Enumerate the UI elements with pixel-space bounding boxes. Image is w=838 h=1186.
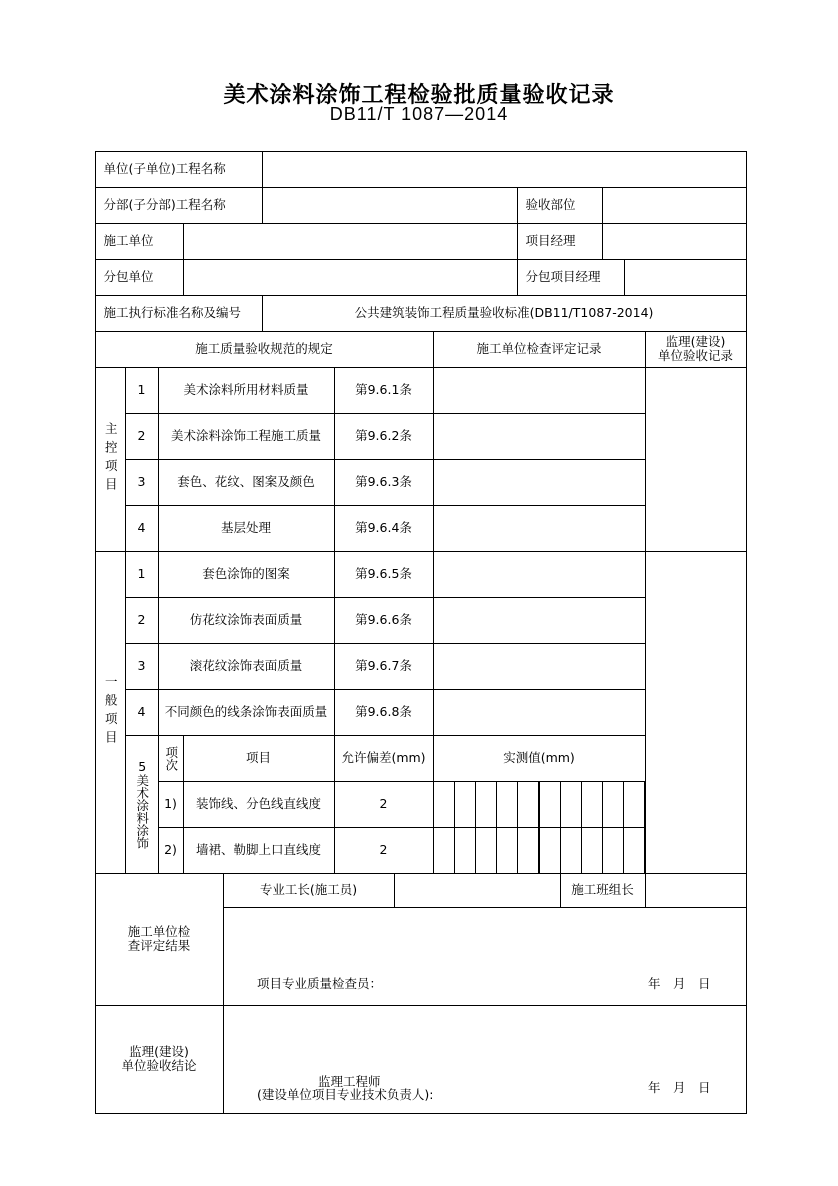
standard-value-text: 公共建筑装饰工程质量验收标准(DB11/T1087-2014) bbox=[354, 304, 654, 320]
sub-row-item bbox=[183, 781, 335, 828]
spec-column-header-text: 施工质量验收规范的规定 bbox=[195, 340, 333, 356]
general-item-no-text: 1 bbox=[137, 565, 146, 581]
general-item-name bbox=[158, 551, 335, 598]
sub-row-seq bbox=[158, 781, 184, 828]
main-item-no-text: 3 bbox=[137, 473, 146, 489]
inspection-location-field[interactable] bbox=[602, 187, 747, 224]
general-item-clause bbox=[334, 597, 434, 644]
main-item-no-text: 1 bbox=[137, 381, 146, 397]
measured-value-cell[interactable] bbox=[539, 827, 561, 874]
contractor-record-header bbox=[433, 331, 646, 368]
main-control-label-text: 主控项目 bbox=[103, 422, 119, 496]
standard-value bbox=[262, 295, 747, 332]
general-item-clause-text: 第9.6.8条 bbox=[355, 703, 412, 719]
foreman-label bbox=[223, 873, 395, 908]
project-manager-label-text: 项目经理 bbox=[525, 232, 576, 248]
general-item-clause bbox=[334, 643, 434, 690]
measured-value-cell[interactable] bbox=[581, 827, 603, 874]
sub-row-seq-text: 1) bbox=[164, 795, 177, 811]
main-item-clause-text: 第9.6.2条 bbox=[355, 427, 412, 443]
contractor-label-text: 施工单位 bbox=[103, 232, 154, 248]
general-item-no-text: 2 bbox=[137, 611, 146, 627]
main-item-clause bbox=[334, 459, 434, 506]
measured-value-cell[interactable] bbox=[517, 827, 539, 874]
measured-value-cell[interactable] bbox=[454, 781, 476, 828]
supervision-record-header-text: 监理(建设) 单位验收记录 bbox=[657, 333, 733, 363]
measured-header-text: 实测值(mm) bbox=[503, 749, 575, 765]
supervision-conclusion-label-text: 监理(建设) 单位验收结论 bbox=[121, 1043, 197, 1073]
contractor-record-header-text: 施工单位检查评定记录 bbox=[476, 340, 602, 356]
general-item-record[interactable] bbox=[433, 689, 646, 736]
supervision-conclusion-label bbox=[95, 1005, 224, 1114]
measured-value-cell[interactable] bbox=[496, 781, 518, 828]
general-item-clause-text: 第9.6.7条 bbox=[355, 657, 412, 673]
project-manager-field[interactable] bbox=[602, 223, 747, 260]
general-item-record[interactable] bbox=[433, 551, 646, 598]
main-item-no-text: 4 bbox=[137, 519, 146, 535]
general-item-no-text: 3 bbox=[137, 657, 146, 673]
measured-value-cell[interactable] bbox=[623, 781, 645, 828]
contractor-field[interactable] bbox=[183, 223, 518, 260]
sub-row-item bbox=[183, 827, 335, 874]
main-item-no bbox=[125, 505, 159, 552]
general-item-name bbox=[158, 689, 335, 736]
general-item-name-text: 不同颜色的线条涂饰表面质量 bbox=[164, 703, 328, 719]
main-supervision-record[interactable] bbox=[645, 367, 747, 552]
sub-project-manager-label-text: 分包项目经理 bbox=[525, 268, 601, 284]
general-item-record[interactable] bbox=[433, 597, 646, 644]
general-item-name-text: 滚花纹涂饰表面质量 bbox=[189, 657, 303, 673]
general-item-record[interactable] bbox=[433, 643, 646, 690]
seq-header-text: 项次 bbox=[163, 745, 179, 771]
subcontractor-field[interactable] bbox=[183, 259, 518, 296]
standard-label-text: 施工执行标准名称及编号 bbox=[103, 304, 242, 320]
sub-row-tolerance-text: 2 bbox=[379, 795, 388, 811]
team-leader-label-text: 施工班组长 bbox=[571, 881, 634, 897]
contractor-result-label bbox=[95, 873, 224, 1006]
general-supervision-record[interactable] bbox=[645, 551, 747, 874]
measured-value-cell[interactable] bbox=[602, 827, 624, 874]
general-item-name-text: 仿花纹涂饰表面质量 bbox=[189, 611, 303, 627]
foreman-label-text: 专业工长(施工员) bbox=[259, 881, 358, 897]
sub-row-seq bbox=[158, 827, 184, 874]
engineer-label: 监理工程师 bbox=[318, 1074, 381, 1089]
contractor-date: 年 月 日 bbox=[648, 976, 711, 991]
standard-label bbox=[95, 295, 263, 332]
general-label-text: 一般项目 bbox=[103, 675, 119, 749]
sub-project-manager-field[interactable] bbox=[624, 259, 747, 296]
tolerance-header bbox=[334, 735, 434, 782]
measured-value-cell[interactable] bbox=[539, 781, 561, 828]
supervision-record-header bbox=[645, 331, 747, 368]
main-item-record[interactable] bbox=[433, 367, 646, 414]
main-control-label bbox=[95, 367, 126, 552]
measured-value-cell[interactable] bbox=[623, 827, 645, 874]
measured-value-cell[interactable] bbox=[475, 827, 497, 874]
measured-value-cell[interactable] bbox=[581, 781, 603, 828]
general-item-clause-text: 第9.6.5条 bbox=[355, 565, 412, 581]
sub-row-tolerance bbox=[334, 781, 434, 828]
form-subtitle: DB11/T 1087—2014 bbox=[329, 104, 509, 124]
measured-value-cell[interactable] bbox=[560, 827, 582, 874]
unit-name-field[interactable] bbox=[262, 151, 747, 188]
main-item-name-text: 套色、花纹、图案及颜色 bbox=[177, 473, 315, 489]
main-item-record[interactable] bbox=[433, 413, 646, 460]
subcontractor-label-text: 分包单位 bbox=[103, 268, 154, 284]
general-item-clause-text: 第9.6.6条 bbox=[355, 611, 412, 627]
main-item-no-text: 2 bbox=[137, 427, 146, 443]
inspection-location-label-text: 验收部位 bbox=[525, 196, 576, 212]
general-item-no bbox=[125, 643, 159, 690]
item-header bbox=[183, 735, 335, 782]
main-item-clause bbox=[334, 505, 434, 552]
engineer-sub-label: (建设单位项目专业技术负责人): bbox=[257, 1087, 434, 1102]
main-item-record[interactable] bbox=[433, 459, 646, 506]
main-item-name bbox=[158, 413, 335, 460]
main-item-record[interactable] bbox=[433, 505, 646, 552]
main-item-name bbox=[158, 459, 335, 506]
spec-column-header bbox=[95, 331, 434, 368]
sub-project-field[interactable] bbox=[262, 187, 518, 224]
general-item-no-text: 4 bbox=[137, 703, 146, 719]
measured-value-cell[interactable] bbox=[475, 781, 497, 828]
contractor-result-label-text: 施工单位检 查评定结果 bbox=[127, 923, 191, 953]
subcontractor-label bbox=[95, 259, 184, 296]
general-label bbox=[95, 551, 126, 874]
sub5-label-text: 5美术涂料涂饰 bbox=[134, 759, 150, 849]
sub-row-seq-text: 2) bbox=[164, 841, 177, 857]
measured-header bbox=[433, 735, 646, 782]
form-title: 美术涂料涂饰工程检验批质量验收记录 bbox=[223, 83, 615, 108]
measured-value-cell[interactable] bbox=[433, 781, 455, 828]
sub-row-tolerance-text: 2 bbox=[379, 841, 388, 857]
general-item-name-text: 套色涂饰的图案 bbox=[202, 565, 290, 581]
contractor-label bbox=[95, 223, 184, 260]
measured-value-cell[interactable] bbox=[560, 781, 582, 828]
team-leader-field[interactable] bbox=[645, 873, 747, 908]
main-item-no bbox=[125, 367, 159, 414]
unit-name-label-text: 单位(子单位)工程名称 bbox=[103, 160, 226, 176]
supervision-date: 年 月 日 bbox=[648, 1080, 711, 1095]
item-header-text: 项目 bbox=[245, 749, 271, 765]
general-item-no bbox=[125, 689, 159, 736]
inspection-location-label bbox=[517, 187, 603, 224]
measured-value-cell[interactable] bbox=[433, 827, 455, 874]
sub-project-manager-label bbox=[517, 259, 625, 296]
general-item-no bbox=[125, 551, 159, 598]
measured-value-cell[interactable] bbox=[517, 781, 539, 828]
main-item-no bbox=[125, 459, 159, 506]
sub-row-item-text: 装饰线、分色线直线度 bbox=[195, 795, 321, 811]
foreman-field[interactable] bbox=[394, 873, 561, 908]
seq-header bbox=[158, 735, 184, 782]
unit-name-label bbox=[95, 151, 263, 188]
team-leader-label bbox=[560, 873, 646, 908]
main-item-clause bbox=[334, 367, 434, 414]
general-item-name bbox=[158, 643, 335, 690]
main-item-no bbox=[125, 413, 159, 460]
main-item-clause-text: 第9.6.1条 bbox=[355, 381, 412, 397]
measured-value-cell[interactable] bbox=[454, 827, 476, 874]
main-item-name-text: 美术涂料所用材料质量 bbox=[183, 381, 309, 397]
sub-row-item-text: 墙裙、勒脚上口直线度 bbox=[195, 841, 321, 857]
main-item-name-text: 基层处理 bbox=[220, 519, 271, 535]
main-item-clause-text: 第9.6.3条 bbox=[355, 473, 412, 489]
sub-row-tolerance bbox=[334, 827, 434, 874]
main-item-clause-text: 第9.6.4条 bbox=[355, 519, 412, 535]
main-item-name bbox=[158, 367, 335, 414]
general-item-name bbox=[158, 597, 335, 644]
measured-value-cell[interactable] bbox=[602, 781, 624, 828]
tolerance-header-text: 允许偏差(mm) bbox=[341, 749, 426, 765]
measured-value-cell[interactable] bbox=[496, 827, 518, 874]
main-item-name bbox=[158, 505, 335, 552]
sub5-label bbox=[125, 735, 159, 874]
general-item-no bbox=[125, 597, 159, 644]
main-item-name-text: 美术涂料涂饰工程施工质量 bbox=[170, 427, 321, 443]
general-item-clause bbox=[334, 551, 434, 598]
sub-project-label bbox=[95, 187, 263, 224]
inspector-label: 项目专业质量检查员： bbox=[257, 976, 383, 991]
sub-project-label-text: 分部(子分部)工程名称 bbox=[103, 196, 226, 212]
general-item-clause bbox=[334, 689, 434, 736]
project-manager-label bbox=[517, 223, 603, 260]
main-item-clause bbox=[334, 413, 434, 460]
